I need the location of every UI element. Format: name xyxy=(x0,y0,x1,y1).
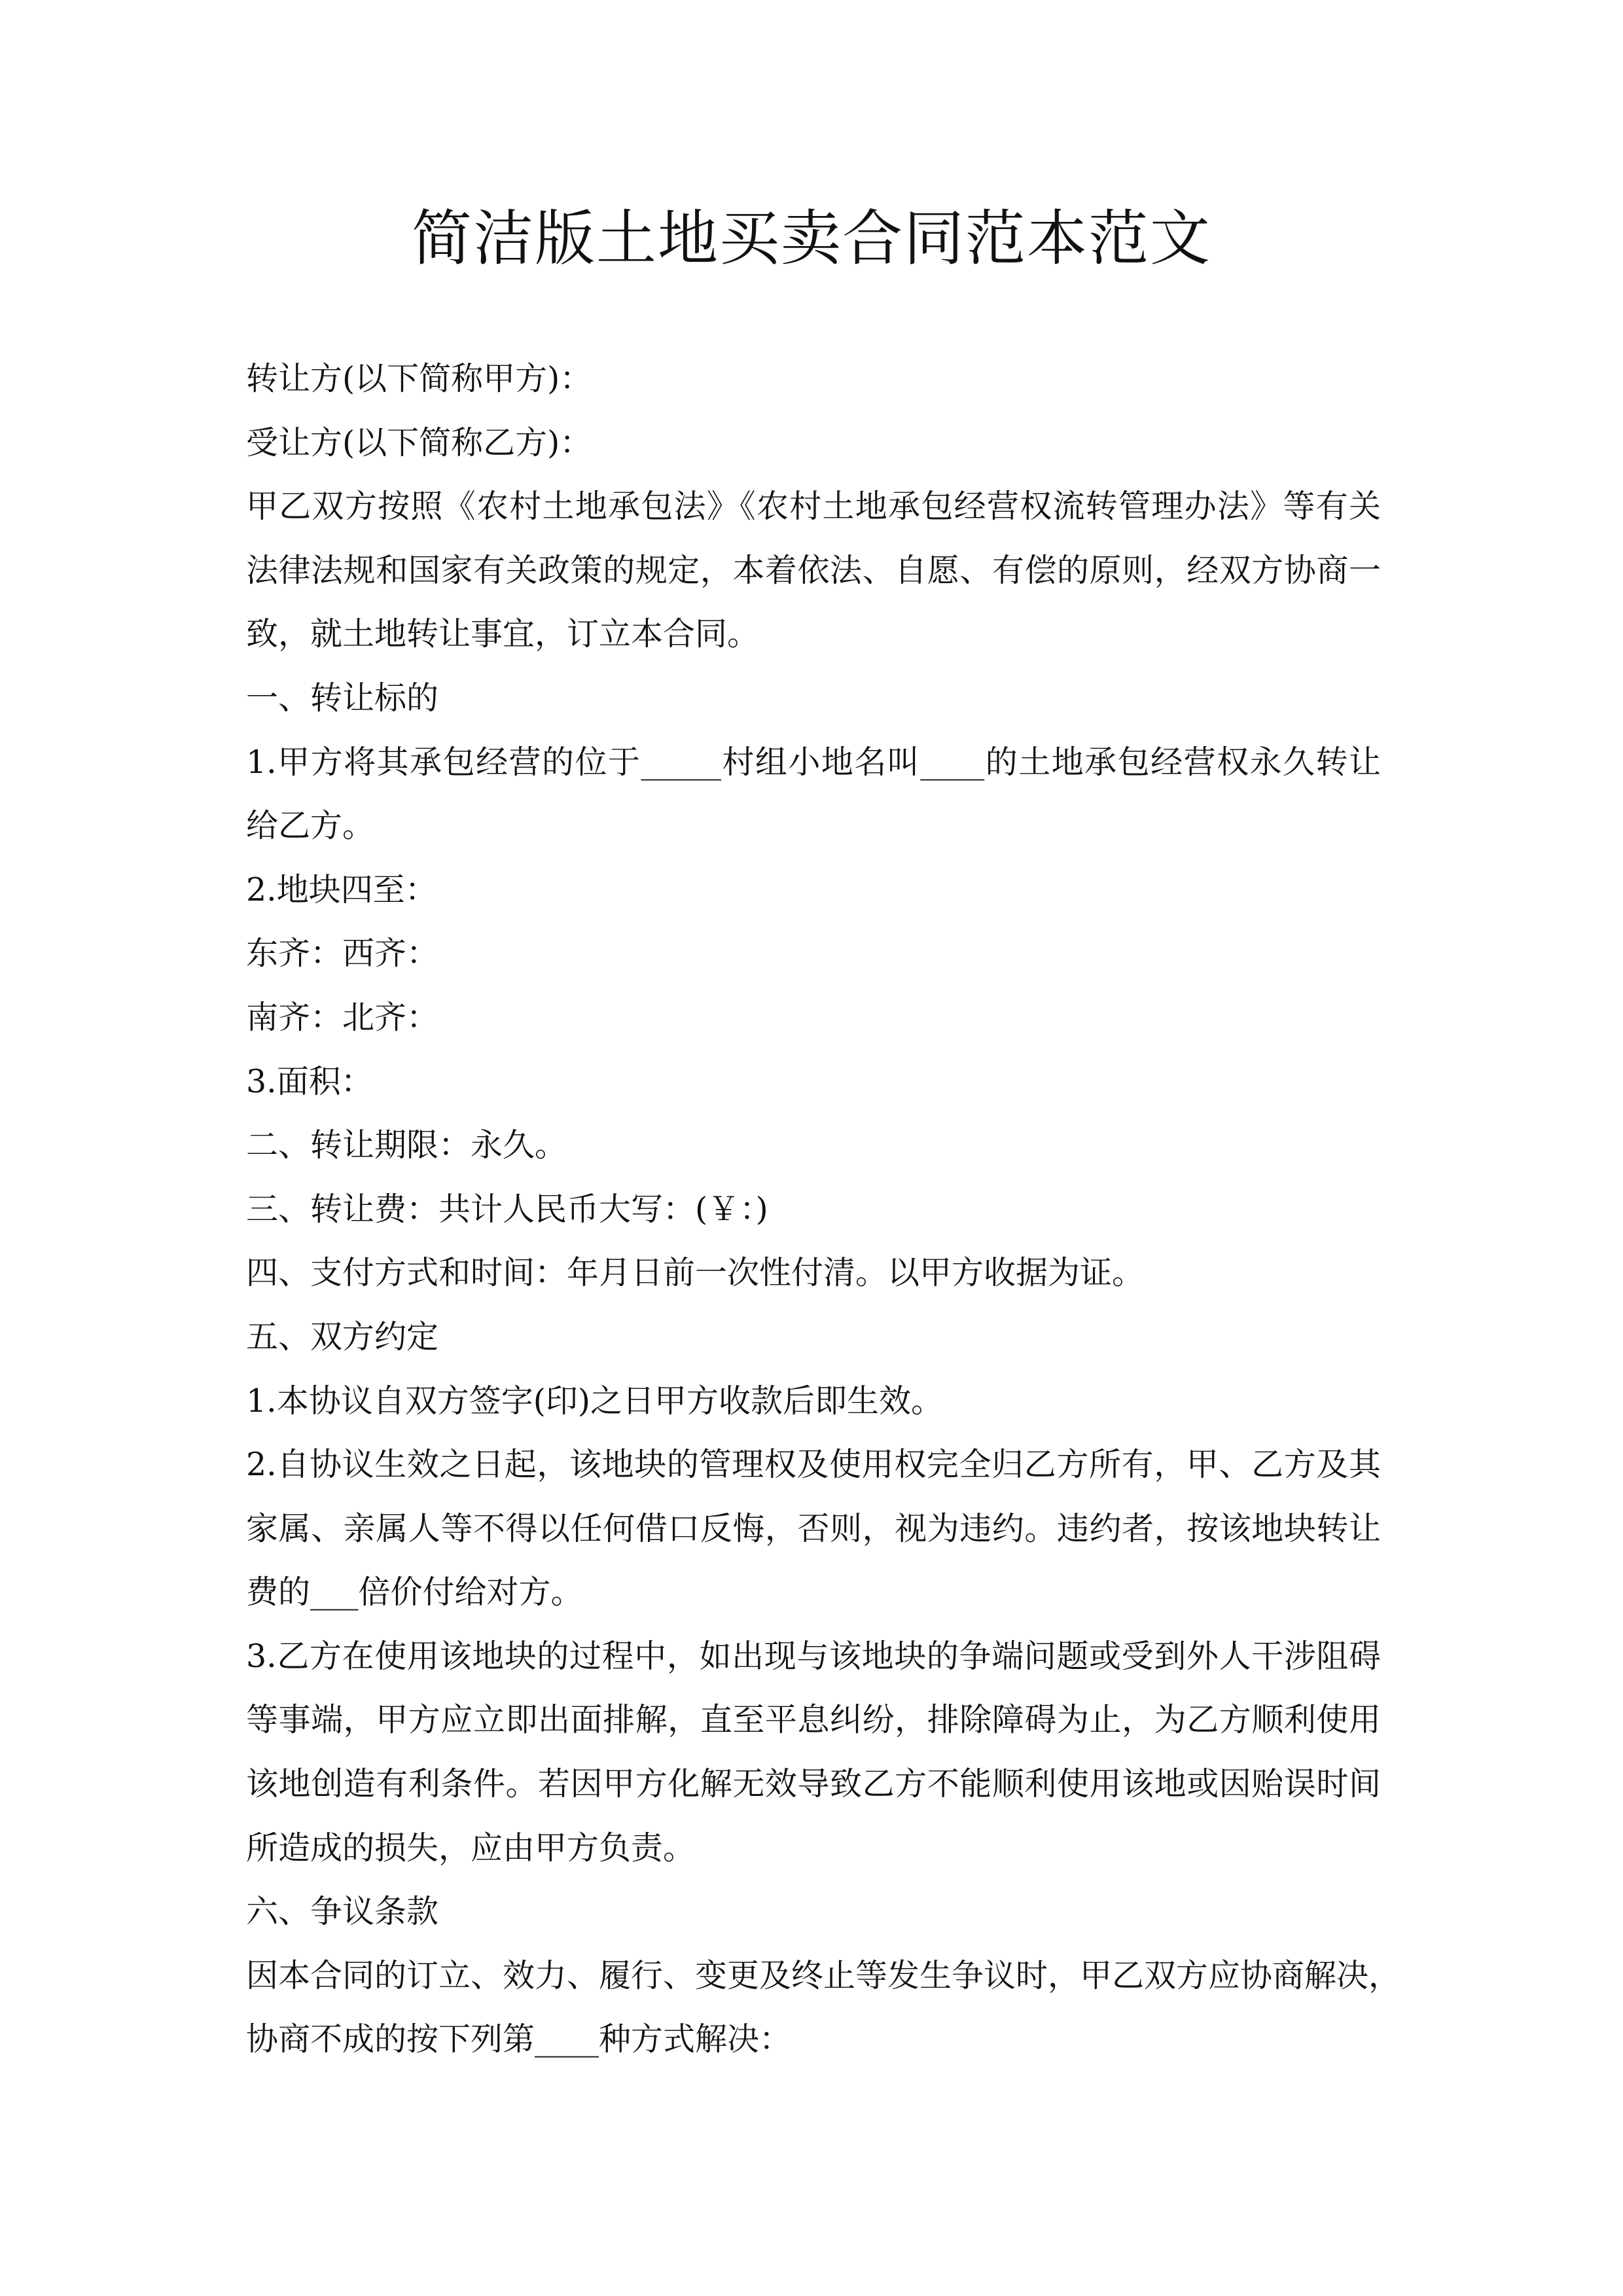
paragraph xyxy=(246,666,1381,730)
text-line: 协商不成的按下列第____种方式解决： xyxy=(246,2020,792,2058)
text-line: 该地创造有利条件。若因甲方化解无效导致乙方不能顺利使用该地或因贻误时间 xyxy=(246,1765,1381,1803)
text-line: 二、转让期限：永久。 xyxy=(246,1126,567,1164)
text-line: 所造成的损失，应由甲方负责。 xyxy=(246,1829,696,1867)
paragraph xyxy=(246,858,1381,922)
text-line: 四、支付方式和时间：年月日前一次性付清。以甲方收据为证。 xyxy=(246,1254,1145,1292)
paragraph xyxy=(246,411,1381,475)
text-line: 东齐：西齐： xyxy=(246,935,439,973)
text-line: 受让方(以下简称乙方)： xyxy=(246,423,592,461)
text-line: 家属、亲属人等不得以任何借口反悔，否则，视为违约。违约者，按该地块转让 xyxy=(246,1509,1381,1547)
text-line: 一、转让标的 xyxy=(246,679,439,717)
document-body xyxy=(246,347,1401,2072)
text-line: 1.本协议自双方签字(印)之日甲方收款后即生效。 xyxy=(246,1382,943,1420)
paragraph xyxy=(246,1944,1401,2072)
text-line: 南齐：北齐： xyxy=(246,998,439,1036)
text-line: 法律法规和国家有关政策的规定，本着依法、自愿、有偿的原则，经双方协商一 xyxy=(246,551,1381,589)
text-line: 3.面积： xyxy=(246,1062,373,1100)
text-line: 费的___倍价付给对方。 xyxy=(246,1573,583,1611)
text-line: 2.自协议生效之日起，该地块的管理权及使用权完全归乙方所有，甲、乙方及其 xyxy=(246,1446,1381,1484)
paragraph xyxy=(246,475,1381,666)
text-line: 2.地块四至： xyxy=(246,870,437,908)
paragraph xyxy=(246,1880,1381,1944)
paragraph xyxy=(246,1177,1381,1242)
text-line: 给乙方。 xyxy=(246,807,375,845)
text-line: 等事端，甲方应立即出面排解，直至平息纠纷，排除障碍为止，为乙方顺利使用 xyxy=(246,1701,1381,1739)
paragraph xyxy=(246,1050,1381,1114)
paragraph xyxy=(246,1624,1381,1880)
text-line: 三、转让费：共计人民币大写：(￥：) xyxy=(246,1190,768,1228)
paragraph xyxy=(246,730,1381,858)
text-line: 1.甲方将其承包经营的位于_____村组小地名叫____的土地承包经营权永久转让 xyxy=(246,743,1381,781)
paragraph xyxy=(246,1113,1381,1177)
text-line: 五、双方约定 xyxy=(246,1318,439,1355)
paragraph xyxy=(246,347,1381,411)
text-line: 六、争议条款 xyxy=(246,1893,439,1931)
text-line: 因本合同的订立、效力、履行、变更及终止等发生争议时，甲乙双方应协商解决， xyxy=(246,1956,1401,1994)
document-title: 简洁版土地买卖合同范本范文 xyxy=(411,204,1211,274)
paragraph xyxy=(246,1433,1381,1624)
text-line: 致，就土地转让事宜，订立本合同。 xyxy=(246,615,760,653)
text-line: 转让方(以下简称甲方)： xyxy=(246,360,592,397)
paragraph xyxy=(246,1369,1381,1433)
paragraph xyxy=(246,986,1381,1050)
paragraph xyxy=(246,922,1381,986)
text-line: 甲乙双方按照《农村土地承包法》《农村土地承包经营权流转管理办法》等有关 xyxy=(246,488,1381,526)
paragraph xyxy=(246,1305,1381,1369)
text-line: 3.乙方在使用该地块的过程中，如出现与该地块的争端问题或受到外人干涉阻碍 xyxy=(246,1637,1381,1675)
paragraph xyxy=(246,1241,1381,1305)
